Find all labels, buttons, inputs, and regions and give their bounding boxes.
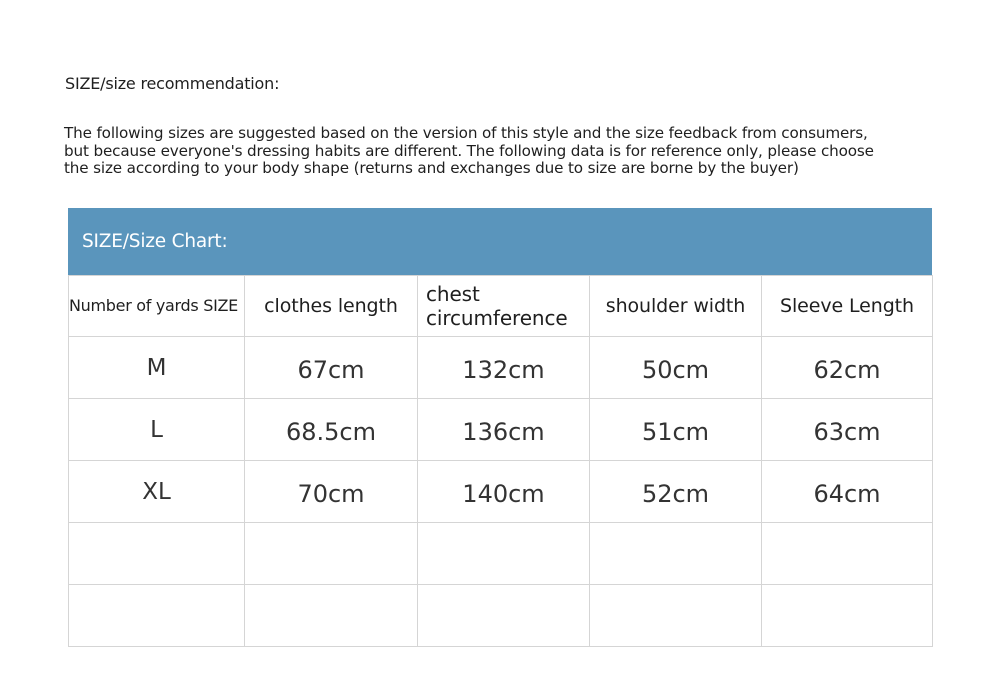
table-cell	[418, 461, 590, 523]
intro-line: the size according to your body shape (returns and exchanges due to size are borne by the buyer)	[64, 159, 799, 177]
cell-value: 64cm	[813, 479, 881, 508]
table-row	[69, 337, 933, 399]
empty-cell	[762, 585, 933, 647]
column-header-label: shoulder width	[605, 295, 746, 317]
column-header-label: chest circumference	[426, 282, 568, 330]
table-cell	[245, 461, 418, 523]
empty-cell	[245, 585, 418, 647]
size-label: L	[150, 416, 163, 443]
table-cell	[762, 461, 933, 523]
empty-cell	[418, 523, 590, 585]
table-cell	[69, 399, 245, 461]
cell-value: 140cm	[462, 479, 545, 508]
cell-value: 68.5cm	[285, 417, 376, 446]
cell-value: 67cm	[297, 355, 365, 384]
size-label: XL	[142, 478, 171, 505]
cell-value: 63cm	[813, 417, 881, 446]
column-header-label: clothes length	[264, 295, 398, 317]
empty-cell	[762, 523, 933, 585]
table-cell	[590, 399, 762, 461]
empty-cell	[69, 523, 245, 585]
table-cell	[418, 337, 590, 399]
column-header-label: Number of yards SIZE	[69, 296, 238, 315]
cell-value: 52cm	[641, 479, 710, 508]
column-header	[762, 276, 933, 337]
table-row	[69, 399, 933, 461]
table-row	[69, 461, 933, 523]
cell-value: 132cm	[462, 355, 545, 384]
size-label: M	[146, 354, 167, 381]
column-header	[590, 276, 762, 337]
cell-value: 50cm	[641, 355, 710, 384]
cell-value: 51cm	[641, 417, 710, 446]
table-cell	[69, 461, 245, 523]
empty-cell	[245, 523, 418, 585]
table-cell	[762, 337, 933, 399]
size-recommendation-heading: SIZE/size recommendation:	[65, 74, 280, 93]
size-chart-title: SIZE/Size Chart:	[68, 208, 932, 275]
column-header	[418, 276, 590, 337]
table-cell	[245, 399, 418, 461]
table-header-row	[69, 276, 933, 337]
cell-value: 70cm	[297, 479, 365, 508]
empty-cell	[69, 585, 245, 647]
table-cell	[590, 461, 762, 523]
column-header-label: Sleeve Length	[780, 295, 914, 317]
intro-line: The following sizes are suggested based on the version of this style and the size feedback from consumers,	[64, 124, 868, 142]
size-table	[68, 275, 933, 647]
empty-cell	[590, 523, 762, 585]
table-cell	[590, 337, 762, 399]
empty-table-row	[69, 585, 933, 647]
size-intro-text	[64, 125, 944, 178]
column-header	[245, 276, 418, 337]
cell-value: 62cm	[813, 355, 881, 384]
table-cell	[69, 337, 245, 399]
cell-value: 136cm	[462, 417, 545, 446]
column-header	[69, 276, 245, 337]
size-chart	[68, 208, 932, 646]
table-cell	[245, 337, 418, 399]
empty-table-row	[69, 523, 933, 585]
table-cell	[762, 399, 933, 461]
empty-cell	[418, 585, 590, 647]
empty-cell	[590, 585, 762, 647]
table-cell	[418, 399, 590, 461]
intro-line: but because everyone's dressing habits are different. The following data is for reference only, please choose	[64, 141, 874, 160]
